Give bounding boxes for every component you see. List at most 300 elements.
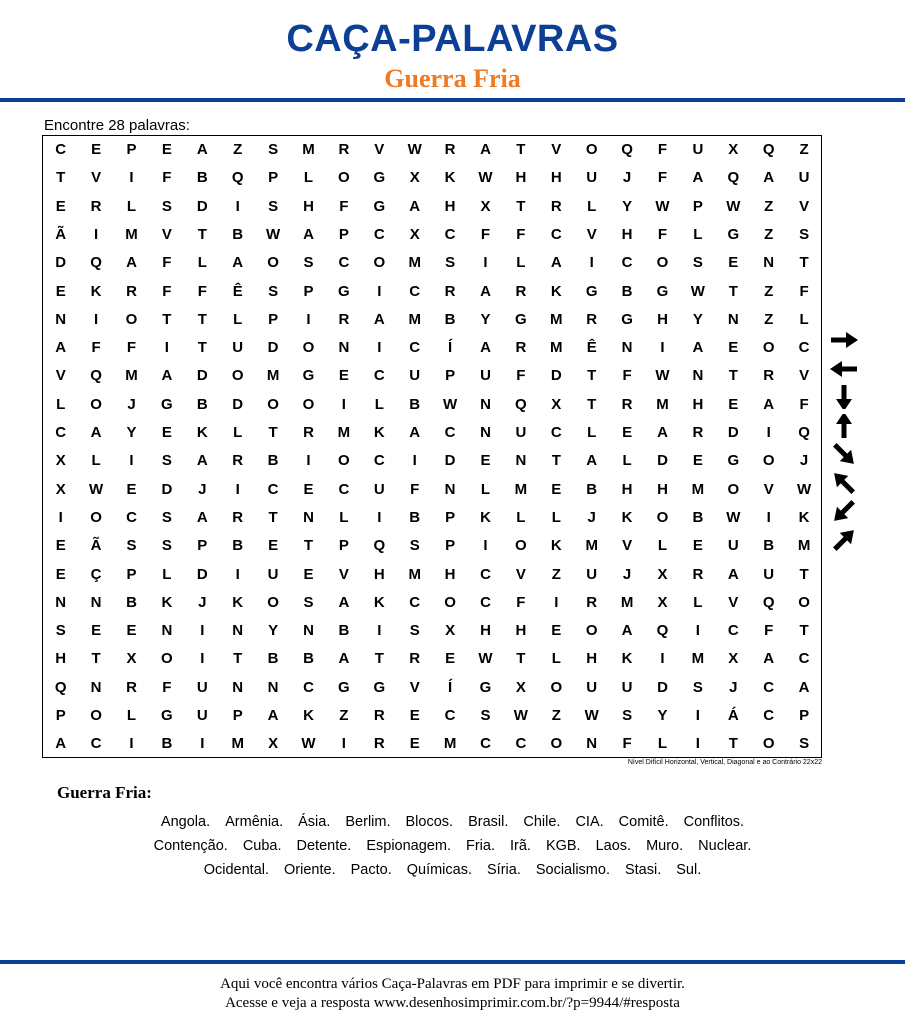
grid-letter: R bbox=[338, 310, 350, 328]
grid-letter: T bbox=[587, 395, 597, 413]
grid-letter: W bbox=[726, 197, 741, 215]
grid-letter: A bbox=[480, 282, 491, 300]
grid-letter: F bbox=[162, 169, 172, 187]
grid-letter: H bbox=[444, 565, 456, 583]
grid-letter: G bbox=[161, 395, 173, 413]
word-search-grid bbox=[42, 135, 822, 758]
grid-letter: Ã bbox=[90, 537, 102, 555]
grid-letter: N bbox=[338, 339, 350, 357]
grid-letter: P bbox=[232, 707, 243, 724]
grid-letter: Q bbox=[762, 141, 775, 158]
grid-letter: S bbox=[445, 254, 456, 272]
grid-letter: A bbox=[763, 395, 775, 413]
grid-letter: G bbox=[515, 310, 527, 328]
grid-letter: F bbox=[622, 735, 632, 753]
grid-letter: Y bbox=[692, 310, 703, 328]
grid-letter: L bbox=[551, 508, 561, 526]
grid-letter: V bbox=[55, 367, 66, 385]
grid-letter: D bbox=[550, 367, 562, 385]
grid-row bbox=[43, 589, 823, 617]
grid-letter: O bbox=[338, 169, 350, 187]
grid-letter: U bbox=[586, 169, 598, 187]
grid-letter: A bbox=[196, 452, 208, 470]
grid-letter: A bbox=[692, 169, 704, 187]
grid-letter: B bbox=[232, 225, 244, 243]
grid-letter: A bbox=[480, 339, 491, 357]
grid-letter: O bbox=[90, 707, 102, 724]
word-item: Detente. bbox=[296, 838, 352, 854]
grid-letter: R bbox=[338, 141, 350, 158]
grid-letter: A bbox=[550, 254, 562, 272]
grid-letter: A bbox=[338, 650, 350, 668]
grid-letter: V bbox=[374, 141, 385, 158]
grid-row bbox=[43, 249, 823, 277]
grid-letter: O bbox=[161, 650, 173, 668]
grid-letter: H bbox=[550, 169, 562, 187]
grid-letter: I bbox=[164, 339, 169, 357]
grid-letter: E bbox=[91, 622, 102, 640]
grid-letter: Q bbox=[798, 424, 810, 441]
grid-letter: D bbox=[196, 565, 208, 583]
grid-letter: O bbox=[585, 622, 598, 640]
grid-letter: R bbox=[692, 424, 704, 441]
grid-letter: T bbox=[162, 310, 172, 328]
grid-letter: S bbox=[692, 254, 703, 272]
word-item: Irã. bbox=[509, 838, 531, 854]
grid-row bbox=[43, 193, 823, 221]
down-left-arrow-icon bbox=[826, 499, 862, 523]
grid-letter: O bbox=[762, 452, 775, 470]
grid-letter: I bbox=[554, 593, 559, 611]
grid-letter: E bbox=[409, 707, 420, 724]
grid-letter: I bbox=[377, 508, 382, 526]
grid-letter: K bbox=[621, 650, 633, 668]
grid-letter: B bbox=[763, 537, 775, 555]
word-item: Angola. bbox=[160, 814, 211, 830]
grid-letter: X bbox=[551, 395, 562, 413]
up-right-arrow-icon bbox=[826, 528, 862, 552]
grid-letter: B bbox=[267, 650, 279, 668]
grid-letter: Q bbox=[54, 678, 67, 696]
grid-letter: L bbox=[303, 169, 314, 187]
grid-letter: G bbox=[161, 707, 173, 724]
grid-letter: E bbox=[692, 452, 703, 470]
grid-letter: P bbox=[445, 367, 456, 385]
footer-line-2: Acesse e veja a resposta www.desenhosimprimir.com.br/?p=9944/#resposta bbox=[225, 995, 680, 1011]
grid-letter: T bbox=[303, 537, 314, 555]
grid-letter: V bbox=[586, 225, 597, 243]
grid-letter: V bbox=[161, 225, 172, 243]
grid-letter: U bbox=[232, 339, 244, 357]
grid-letter: F bbox=[657, 169, 668, 187]
grid-letter: K bbox=[550, 282, 562, 300]
grid-letter: L bbox=[516, 508, 526, 526]
grid-letter: C bbox=[480, 593, 491, 611]
grid-letter: A bbox=[196, 141, 208, 158]
grid-letter: T bbox=[197, 225, 207, 243]
grid-letter: G bbox=[302, 367, 315, 385]
grid-letter: I bbox=[660, 650, 665, 668]
grid-letter: K bbox=[480, 508, 491, 526]
grid-letter: L bbox=[693, 593, 703, 611]
grid-letter: D bbox=[55, 254, 67, 272]
grid-letter: W bbox=[478, 169, 493, 187]
grid-letter: I bbox=[412, 452, 417, 470]
top-divider bbox=[0, 98, 905, 102]
grid-letter: A bbox=[55, 735, 67, 753]
grid-letter: C bbox=[303, 678, 314, 696]
grid-letter: T bbox=[268, 424, 278, 441]
left-arrow-icon bbox=[826, 357, 862, 381]
grid-letter: X bbox=[409, 169, 420, 187]
grid-letter: B bbox=[303, 650, 314, 668]
grid-letter: E bbox=[55, 565, 66, 583]
grid-letter: E bbox=[551, 480, 562, 498]
grid-letter: R bbox=[90, 197, 102, 215]
grid-letter: L bbox=[587, 424, 597, 441]
grid-letter: E bbox=[445, 650, 456, 668]
grid-letter: C bbox=[621, 254, 633, 272]
grid-letter: F bbox=[197, 282, 207, 300]
grid-letter: A bbox=[303, 225, 314, 243]
grid-letter: C bbox=[338, 480, 350, 498]
grid-letter: S bbox=[268, 282, 279, 300]
grid-letter: U bbox=[798, 169, 810, 187]
grid-letter: E bbox=[480, 452, 491, 470]
grid-letter: W bbox=[797, 480, 812, 498]
grid-letter: M bbox=[337, 424, 351, 441]
grid-letter: A bbox=[586, 452, 598, 470]
grid-letter: Ç bbox=[90, 565, 102, 583]
grid-letter: Ê bbox=[232, 282, 243, 300]
grid-letter: G bbox=[338, 678, 350, 696]
grid-letter: Ã bbox=[55, 225, 67, 243]
grid-letter: S bbox=[161, 452, 172, 470]
grid-letter: I bbox=[200, 622, 205, 640]
grid-letter: B bbox=[196, 395, 208, 413]
grid-letter: D bbox=[727, 424, 739, 441]
grid-letter: V bbox=[799, 367, 810, 385]
grid-letter: B bbox=[409, 395, 421, 413]
grid-letter: M bbox=[408, 254, 421, 272]
grid-letter: N bbox=[692, 367, 704, 385]
grid-letter: X bbox=[657, 593, 668, 611]
grid-letter: T bbox=[799, 622, 809, 640]
grid-letter: I bbox=[341, 735, 346, 753]
grid-letter: C bbox=[550, 225, 562, 243]
grid-letter: S bbox=[799, 735, 810, 753]
grid-letter: S bbox=[126, 537, 137, 555]
grid-letter: X bbox=[268, 735, 279, 753]
grid-letter: A bbox=[409, 424, 421, 441]
grid-letter: I bbox=[306, 452, 311, 470]
grid-letter: S bbox=[161, 508, 172, 526]
grid-letter: Z bbox=[764, 310, 774, 328]
grid-letter: I bbox=[200, 650, 205, 668]
grid-letter: W bbox=[513, 707, 528, 724]
grid-letter: M bbox=[550, 310, 563, 328]
grid-letter: K bbox=[373, 593, 385, 611]
grid-letter: O bbox=[231, 367, 244, 385]
grid-letter: O bbox=[762, 735, 775, 753]
grid-letter: G bbox=[585, 282, 598, 300]
grid-letter: M bbox=[550, 339, 563, 357]
grid-letter: O bbox=[515, 537, 527, 555]
word-item: Stasi. bbox=[624, 862, 662, 878]
grid-letter: R bbox=[515, 339, 527, 357]
grid-letter: U bbox=[373, 480, 385, 498]
grid-letter: W bbox=[407, 141, 422, 158]
grid-letter: L bbox=[622, 452, 632, 470]
grid-letter: X bbox=[126, 650, 137, 668]
grid-letter: H bbox=[515, 169, 527, 187]
grid-letter: X bbox=[480, 197, 491, 215]
grid-letter: D bbox=[232, 395, 244, 413]
grid-letter: O bbox=[302, 339, 315, 357]
grid-letter: R bbox=[303, 424, 314, 441]
grid-letter: C bbox=[373, 452, 385, 470]
grid-letter: H bbox=[444, 197, 456, 215]
grid-letter: D bbox=[657, 678, 668, 696]
grid-letter: I bbox=[235, 480, 240, 498]
grid-letter: Z bbox=[551, 565, 561, 583]
grid-letter: W bbox=[89, 480, 104, 498]
grid-letter: N bbox=[232, 622, 244, 640]
grid-letter: C bbox=[798, 339, 810, 357]
grid-letter: O bbox=[90, 395, 102, 413]
grid-letter: N bbox=[267, 678, 279, 696]
grid-letter: E bbox=[126, 480, 137, 498]
grid-letter: C bbox=[373, 367, 385, 385]
grid-letter: Y bbox=[622, 197, 633, 215]
grid-letter: B bbox=[267, 452, 279, 470]
grid-letter: N bbox=[161, 622, 173, 640]
grid-row bbox=[43, 730, 823, 758]
direction-arrows bbox=[826, 328, 866, 558]
grid-letter: A bbox=[338, 593, 350, 611]
grid-letter: U bbox=[515, 424, 527, 441]
word-item: Ocidental. bbox=[203, 862, 270, 878]
grid-letter: R bbox=[409, 650, 421, 668]
grid-letter: G bbox=[373, 678, 386, 696]
grid-letter: N bbox=[763, 254, 775, 272]
grid-letter: J bbox=[198, 480, 207, 498]
grid-letter: T bbox=[516, 141, 526, 158]
word-item: Pacto. bbox=[350, 862, 392, 878]
grid-letter: Q bbox=[515, 395, 527, 413]
grid-letter: F bbox=[799, 395, 809, 413]
grid-letter: M bbox=[408, 565, 421, 583]
grid-letter: P bbox=[303, 282, 314, 300]
grid-letter: B bbox=[161, 735, 173, 753]
grid-letter: N bbox=[303, 622, 314, 640]
grid-letter: A bbox=[480, 141, 491, 158]
grid-letter: M bbox=[691, 480, 705, 498]
grid-letter: P bbox=[338, 537, 349, 555]
grid-letter: Z bbox=[551, 707, 561, 724]
grid-letter: X bbox=[657, 565, 668, 583]
grid-letter: U bbox=[586, 565, 598, 583]
grid-letter: I bbox=[306, 310, 311, 328]
grid-letter: F bbox=[480, 225, 491, 243]
grid-letter: K bbox=[90, 282, 102, 300]
grid-letter: G bbox=[373, 197, 386, 215]
grid-letter: H bbox=[303, 197, 314, 215]
grid-letter: B bbox=[232, 537, 244, 555]
grid-letter: I bbox=[766, 424, 771, 441]
grid-letter: R bbox=[373, 735, 385, 753]
grid-letter: T bbox=[268, 508, 278, 526]
word-item: Armênia. bbox=[225, 814, 284, 830]
grid-letter: A bbox=[409, 197, 421, 215]
grid-letter: J bbox=[622, 565, 632, 583]
grid-letter: W bbox=[584, 707, 599, 724]
grid-letter: C bbox=[267, 480, 279, 498]
grid-letter: T bbox=[516, 650, 526, 668]
grid-letter: S bbox=[161, 197, 172, 215]
grid-letter: L bbox=[516, 254, 526, 272]
grid-letter: E bbox=[55, 197, 66, 215]
grid-letter: M bbox=[125, 367, 138, 385]
grid-letter: N bbox=[55, 593, 67, 611]
grid-letter: E bbox=[622, 424, 633, 441]
grid-letter: N bbox=[515, 452, 527, 470]
down-arrow-icon bbox=[826, 385, 862, 409]
grid-letter: N bbox=[480, 395, 491, 413]
grid-letter: Q bbox=[656, 622, 669, 640]
grid-letter: U bbox=[692, 141, 704, 158]
grid-letter: E bbox=[551, 622, 562, 640]
grid-letter: F bbox=[799, 282, 809, 300]
grid-letter: I bbox=[129, 452, 134, 470]
grid-letter: Í bbox=[448, 678, 453, 696]
grid-letter: U bbox=[196, 678, 208, 696]
grid-letter: K bbox=[444, 169, 456, 187]
level-text: Nível Difícil Horizontal, Vertical, Diagonal e ao Contrário 22x22 bbox=[627, 759, 822, 766]
grid-letter: N bbox=[55, 310, 67, 328]
grid-letter: C bbox=[409, 593, 421, 611]
grid-letter: J bbox=[587, 508, 596, 526]
grid-letter: C bbox=[480, 735, 491, 753]
grid-letter: I bbox=[129, 735, 134, 753]
grid-letter: Q bbox=[373, 537, 386, 555]
up-arrow-icon bbox=[826, 414, 862, 438]
grid-letter: C bbox=[763, 707, 775, 724]
word-row bbox=[0, 810, 905, 834]
word-item: Síria. bbox=[487, 862, 521, 878]
word-item: Chile. bbox=[523, 814, 561, 830]
grid-letter: E bbox=[728, 339, 739, 357]
grid-letter: V bbox=[91, 169, 102, 187]
grid-letter: W bbox=[301, 735, 316, 753]
grid-letter: E bbox=[268, 537, 279, 555]
grid-letter: W bbox=[655, 197, 670, 215]
grid-letter: X bbox=[515, 678, 526, 696]
grid-letter: S bbox=[303, 593, 314, 611]
grid-letter: V bbox=[515, 565, 526, 583]
grid-letter: T bbox=[233, 650, 243, 668]
grid-row bbox=[43, 278, 823, 306]
grid-letter: N bbox=[586, 735, 598, 753]
grid-letter: S bbox=[303, 254, 314, 272]
grid-letter: U bbox=[267, 565, 279, 583]
grid-letter: I bbox=[58, 508, 63, 526]
grid-letter: Z bbox=[764, 282, 774, 300]
grid-letter: N bbox=[232, 678, 244, 696]
grid-letter: X bbox=[409, 225, 420, 243]
grid-letter: A bbox=[90, 424, 102, 441]
grid-letter: F bbox=[516, 225, 526, 243]
grid-letter: U bbox=[621, 678, 633, 696]
grid-letter: L bbox=[480, 480, 491, 498]
grid-letter: A bbox=[763, 169, 775, 187]
grid-letter: P bbox=[268, 169, 279, 187]
grid-letter: B bbox=[409, 508, 421, 526]
grid-letter: V bbox=[763, 480, 774, 498]
grid-letter: E bbox=[91, 141, 102, 158]
grid-letter: T bbox=[728, 367, 738, 385]
grid-letter: H bbox=[621, 480, 633, 498]
grid-letter: D bbox=[444, 452, 456, 470]
grid-row bbox=[43, 419, 823, 447]
grid-letter: O bbox=[338, 452, 350, 470]
grid-letter: F bbox=[516, 593, 526, 611]
grid-letter: M bbox=[408, 310, 421, 328]
grid-letter: W bbox=[266, 225, 281, 243]
grid-letter: C bbox=[515, 735, 527, 753]
grid-letter: A bbox=[621, 622, 633, 640]
grid-letter: X bbox=[728, 650, 739, 668]
grid-letter: B bbox=[444, 310, 456, 328]
grid-letter: A bbox=[373, 310, 385, 328]
grid-letter: U bbox=[727, 537, 739, 555]
grid-letter: R bbox=[692, 565, 704, 583]
grid-letter: Ê bbox=[586, 339, 597, 357]
right-arrow-icon bbox=[826, 328, 862, 352]
grid-letter: C bbox=[409, 339, 421, 357]
up-left-arrow-icon bbox=[826, 471, 862, 495]
word-item: Sul. bbox=[676, 862, 702, 878]
grid-letter: Q bbox=[90, 367, 102, 385]
grid-letter: Y bbox=[480, 310, 491, 328]
word-item: Laos. bbox=[595, 838, 632, 854]
grid-letter: P bbox=[338, 225, 349, 243]
grid-letter: R bbox=[444, 141, 456, 158]
grid-letter: G bbox=[479, 678, 492, 696]
word-item: Brasil. bbox=[468, 814, 509, 830]
grid-letter: B bbox=[196, 169, 208, 187]
grid-letter: M bbox=[266, 367, 280, 385]
grid-letter: K bbox=[373, 424, 385, 441]
grid-letter: M bbox=[656, 395, 669, 413]
word-row bbox=[0, 834, 905, 858]
grid-letter: I bbox=[766, 508, 771, 526]
grid-letter: F bbox=[162, 254, 172, 272]
grid-letter: E bbox=[728, 254, 739, 272]
grid-letter: S bbox=[409, 622, 420, 640]
grid-letter: O bbox=[302, 395, 315, 413]
grid-letter: D bbox=[196, 367, 208, 385]
grid-letter: T bbox=[197, 339, 207, 357]
grid-letter: C bbox=[373, 225, 385, 243]
grid-letter: R bbox=[232, 452, 244, 470]
grid-letter: S bbox=[268, 197, 279, 215]
grid-letter: S bbox=[268, 141, 279, 158]
grid-letter: Q bbox=[90, 254, 102, 272]
grid-letter: K bbox=[303, 707, 314, 724]
grid-row bbox=[43, 221, 823, 249]
grid-letter: V bbox=[338, 565, 349, 583]
